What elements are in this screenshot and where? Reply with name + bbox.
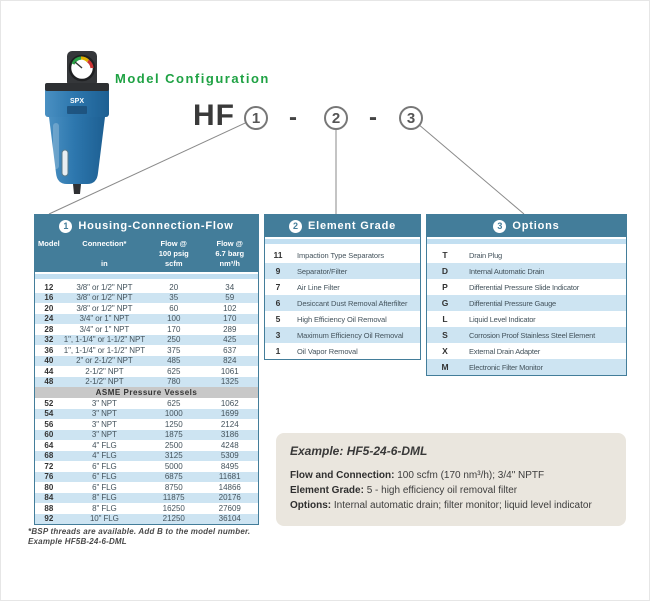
option-code-cell: X <box>442 346 448 356</box>
table-row <box>265 263 420 279</box>
flow-scfm-cell: 625 <box>167 366 181 376</box>
options-table-title <box>427 215 626 237</box>
table-row <box>35 314 258 325</box>
flow-scfm-cell: 780 <box>167 377 181 387</box>
flow-nm3h-cell: 4248 <box>220 440 239 450</box>
flow-nm3h-cell: 8495 <box>220 461 239 471</box>
model-field-3-circle: 3 <box>399 106 423 130</box>
spec-label <box>67 106 87 114</box>
option-label-cell: External Drain Adapter <box>469 346 541 356</box>
connection-cell: 6" FLG <box>92 461 117 471</box>
table-row <box>427 359 626 375</box>
flow-nm3h-cell: 289 <box>223 324 237 334</box>
model-cell: 52 <box>44 398 54 408</box>
element-table-title-text: Element Grade <box>307 220 397 232</box>
table-row <box>35 440 258 451</box>
connection-cell: 2" or 2-1/2" NPT <box>76 356 133 366</box>
flow-scfm-cell: 1250 <box>164 419 183 429</box>
flow-nm3h-cell: 11681 <box>218 472 241 482</box>
model-cell: 32 <box>44 335 54 345</box>
col-model: Model <box>38 239 60 248</box>
table-row <box>35 514 258 525</box>
example-line-label: Flow and Connection: <box>290 470 395 481</box>
flow-nm3h-cell: 824 <box>223 356 237 366</box>
table-row <box>35 282 258 293</box>
model-cell: 76 <box>44 472 54 482</box>
example-title: Example: HF5-24-6-DML <box>290 444 428 458</box>
col-flow-barg: Flow @ <box>216 239 243 248</box>
option-code-cell: L <box>442 314 448 324</box>
connection-cell: 2-1/2" NPT <box>85 366 124 376</box>
table-row <box>35 293 258 304</box>
example-line-text: 5 - high efficiency oil removal filter <box>363 485 518 496</box>
model-cell: 24 <box>44 314 54 324</box>
model-cell: 48 <box>44 377 54 387</box>
model-cell: 44 <box>44 366 54 376</box>
flow-nm3h-cell: 3186 <box>220 430 239 440</box>
grade-code-cell: 3 <box>275 330 281 340</box>
flow-nm3h-cell: 1062 <box>220 398 239 408</box>
table-row <box>35 503 258 514</box>
table-row <box>35 377 258 388</box>
model-cell: 36 <box>44 345 54 355</box>
option-label-cell: Internal Automatic Drain <box>469 266 545 276</box>
table-row <box>35 345 258 356</box>
table-row <box>265 343 420 359</box>
flow-nm3h-cell: 425 <box>223 335 237 345</box>
connection-cell: 6" FLG <box>92 482 117 492</box>
connection-cell: 1", 1-1/4" or 1-1/2" NPT <box>63 335 145 345</box>
table-row <box>35 493 258 504</box>
model-dash-2: - <box>369 104 377 131</box>
options-table-title-text: Options <box>512 220 560 232</box>
model-field-2-circle: 2 <box>324 106 348 130</box>
flow-nm3h-cell: 5309 <box>220 451 239 461</box>
example-line-text: Internal automatic drain; filter monitor; liquid level indicator <box>331 500 592 511</box>
example-lines <box>290 468 612 513</box>
example-line-label: Element Grade: <box>290 485 364 496</box>
flow-scfm-cell: 60 <box>169 303 179 313</box>
sight-glass <box>62 150 68 176</box>
connection-cell: 3/8" or 1/2" NPT <box>76 282 133 292</box>
badge-3-icon: 3 <box>493 220 506 233</box>
model-cell: 64 <box>44 440 54 450</box>
npt-rows <box>35 282 258 387</box>
connection-cell: 3" NPT <box>91 409 117 419</box>
option-label-cell: Drain Plug <box>469 250 503 260</box>
flow-scfm-cell: 375 <box>167 345 181 355</box>
col-connection-unit: in <box>101 259 108 268</box>
connection-cell: 1", 1-1/4" or 1-1/2" NPT <box>63 345 145 355</box>
option-code-cell: T <box>442 250 448 260</box>
badge-2-icon: 2 <box>289 220 302 233</box>
flow-scfm-cell: 16250 <box>162 503 185 513</box>
table-row <box>427 295 626 311</box>
flow-nm3h-cell: 1325 <box>220 377 239 387</box>
bsp-footnote <box>28 527 250 547</box>
example-line <box>290 483 612 498</box>
example-line <box>290 498 612 513</box>
table-row <box>35 356 258 367</box>
table-row <box>35 366 258 377</box>
header-separator-band <box>265 239 420 244</box>
col-flow-barg-2: 6.7 barg <box>215 249 245 258</box>
connection-cell: 3" NPT <box>91 430 117 440</box>
page-title: Model Configuration <box>115 71 270 86</box>
element-rows <box>265 247 420 359</box>
flow-nm3h-cell: 36104 <box>218 514 241 524</box>
table-row <box>35 482 258 493</box>
grade-label-cell: Oil Vapor Removal <box>297 346 358 356</box>
footnote-line-1: *BSP threads are available. Add B to the model number. <box>28 527 251 536</box>
model-cell: 80 <box>44 482 54 492</box>
asme-section-header: ASME Pressure Vessels <box>35 387 258 398</box>
model-cell: 84 <box>44 493 54 503</box>
flow-nm3h-cell: 170 <box>223 314 237 324</box>
col-connection: Connection* <box>82 239 127 248</box>
model-cell: 68 <box>44 451 54 461</box>
flow-scfm-cell: 1875 <box>164 430 183 440</box>
header-separator-band <box>35 274 258 279</box>
flow-scfm-cell: 625 <box>167 398 181 408</box>
col-flow-barg-unit: nm³/h <box>219 259 240 268</box>
table-row <box>427 311 626 327</box>
model-cell: 16 <box>44 293 54 303</box>
model-cell: 54 <box>44 409 54 419</box>
table-row <box>35 398 258 409</box>
table-row <box>35 324 258 335</box>
model-cell: 56 <box>44 419 54 429</box>
grade-label-cell: Maximum Efficiency Oil Removal <box>297 330 404 340</box>
grade-code-cell: 9 <box>275 266 281 276</box>
table-row <box>265 247 420 263</box>
example-line-text: 100 scfm (170 nm³/h); 3/4" NPTF <box>394 470 545 481</box>
grade-code-cell: 5 <box>275 314 281 324</box>
flow-scfm-cell: 11875 <box>162 493 185 503</box>
filter-illustration <box>37 47 117 197</box>
option-label-cell: Liquid Level Indicator <box>469 314 536 324</box>
connection-cell: 2-1/2" NPT <box>85 377 124 387</box>
option-code-cell: M <box>441 362 449 372</box>
connection-cell: 3/8" or 1/2" NPT <box>76 303 133 313</box>
option-label-cell: Corrosion Proof Stainless Steel Element <box>469 330 596 340</box>
housing-table-title-text: Housing-Connection-Flow <box>78 220 234 232</box>
product-image <box>37 47 117 197</box>
flow-nm3h-cell: 20176 <box>218 493 241 503</box>
model-field-1-circle: 1 <box>244 106 268 130</box>
model-cell: 20 <box>44 303 54 313</box>
grade-label-cell: Desiccant Dust Removal Afterfilter <box>297 298 408 308</box>
table-row <box>35 335 258 346</box>
flow-scfm-cell: 250 <box>167 335 181 345</box>
flow-nm3h-cell: 14866 <box>218 482 241 492</box>
example-line <box>290 468 612 483</box>
connection-cell: 4" FLG <box>92 451 117 461</box>
option-label-cell: Differential Pressure Slide Indicator <box>469 282 580 292</box>
table-row <box>427 263 626 279</box>
model-cell: 88 <box>44 503 54 513</box>
model-cell: 72 <box>44 461 54 471</box>
table-row <box>265 295 420 311</box>
flow-scfm-cell: 21250 <box>162 514 185 524</box>
housing-column-headers <box>35 237 258 272</box>
col-flow-psig: Flow @ <box>160 239 187 248</box>
grade-label-cell: Separator/Filter <box>297 266 348 276</box>
flow-nm3h-cell: 102 <box>223 303 237 313</box>
flow-scfm-cell: 3125 <box>164 451 183 461</box>
flow-scfm-cell: 6875 <box>164 472 183 482</box>
flow-nm3h-cell: 34 <box>225 282 235 292</box>
badge-1-icon: 1 <box>59 220 72 233</box>
connection-cell: 4" FLG <box>92 440 117 450</box>
model-cell: 12 <box>44 282 54 292</box>
options-table <box>426 214 627 376</box>
table-row <box>265 311 420 327</box>
example-line-label: Options: <box>290 500 332 511</box>
connection-cell: 10" FLG <box>89 514 119 524</box>
grade-code-cell: 6 <box>275 298 281 308</box>
connection-cell: 3/4" or 1" NPT <box>79 314 130 324</box>
option-code-cell: D <box>441 266 449 276</box>
grade-label-cell: High Efficiency Oil Removal <box>297 314 387 324</box>
flow-scfm-cell: 20 <box>169 282 179 292</box>
table-row <box>35 409 258 420</box>
table-row <box>265 279 420 295</box>
table-row <box>35 461 258 472</box>
flow-scfm-cell: 35 <box>169 293 179 303</box>
model-prefix: HF <box>193 99 235 132</box>
grade-code-cell: 11 <box>273 250 283 260</box>
connection-cell: 6" FLG <box>92 472 117 482</box>
element-table-title <box>265 215 420 237</box>
flow-scfm-cell: 1000 <box>164 409 183 419</box>
grade-code-cell: 1 <box>275 346 281 356</box>
table-row <box>427 343 626 359</box>
options-rows <box>427 247 626 375</box>
flow-scfm-cell: 100 <box>167 314 181 324</box>
flow-scfm-cell: 2500 <box>164 440 183 450</box>
table-row <box>427 279 626 295</box>
table-row <box>35 419 258 430</box>
flow-nm3h-cell: 59 <box>225 293 235 303</box>
grade-label-cell: Air Line Filter <box>297 282 340 292</box>
grade-label-cell: Impaction Type Separators <box>297 250 384 260</box>
flow-nm3h-cell: 1699 <box>220 409 239 419</box>
connection-cell: 8" FLG <box>92 503 117 513</box>
option-code-cell: P <box>442 282 448 292</box>
connection-cell: 3" NPT <box>91 398 117 408</box>
table-row <box>35 451 258 462</box>
model-cell: 28 <box>44 324 54 334</box>
connection-cell: 3" NPT <box>91 419 117 429</box>
model-cell: 92 <box>44 514 54 524</box>
connection-cell: 3/4" or 1" NPT <box>79 324 130 334</box>
flow-nm3h-cell: 27609 <box>218 503 241 513</box>
table-row <box>265 327 420 343</box>
footnote-line-2: Example HF5B-24-6-DML <box>28 537 127 546</box>
connection-cell: 8" FLG <box>92 493 117 503</box>
option-code-cell: G <box>441 298 449 308</box>
flow-nm3h-cell: 637 <box>223 345 237 355</box>
flow-scfm-cell: 5000 <box>164 461 183 471</box>
table-row <box>35 430 258 441</box>
option-label-cell: Differential Pressure Gauge <box>469 298 557 308</box>
model-cell: 60 <box>44 430 54 440</box>
flow-nm3h-cell: 2124 <box>220 419 239 429</box>
housing-table-title <box>35 215 258 237</box>
asme-rows <box>35 398 258 524</box>
model-cell: 40 <box>44 356 54 366</box>
model-dash-1: - <box>289 104 297 131</box>
table-row <box>35 303 258 314</box>
flow-scfm-cell: 170 <box>167 324 181 334</box>
option-label-cell: Electronic Filter Monitor <box>469 362 543 372</box>
option-code-cell: S <box>442 330 448 340</box>
col-flow-psig-2: 100 psig <box>158 249 189 258</box>
brand-label: SPX <box>69 98 85 105</box>
grade-code-cell: 7 <box>275 282 281 292</box>
col-flow-psig-unit: scfm <box>164 259 183 268</box>
table-row <box>427 327 626 343</box>
connection-cell: 3/8" or 1/2" NPT <box>76 293 133 303</box>
element-grade-table <box>264 214 421 360</box>
example-box <box>276 433 626 526</box>
flow-scfm-cell: 8750 <box>164 482 183 492</box>
drain-port <box>73 184 81 194</box>
housing-connection-flow-table <box>34 214 259 525</box>
table-row <box>427 247 626 263</box>
table-row <box>35 472 258 483</box>
flow-nm3h-cell: 1061 <box>220 366 239 376</box>
header-separator-band <box>427 239 626 244</box>
flow-scfm-cell: 485 <box>167 356 181 366</box>
